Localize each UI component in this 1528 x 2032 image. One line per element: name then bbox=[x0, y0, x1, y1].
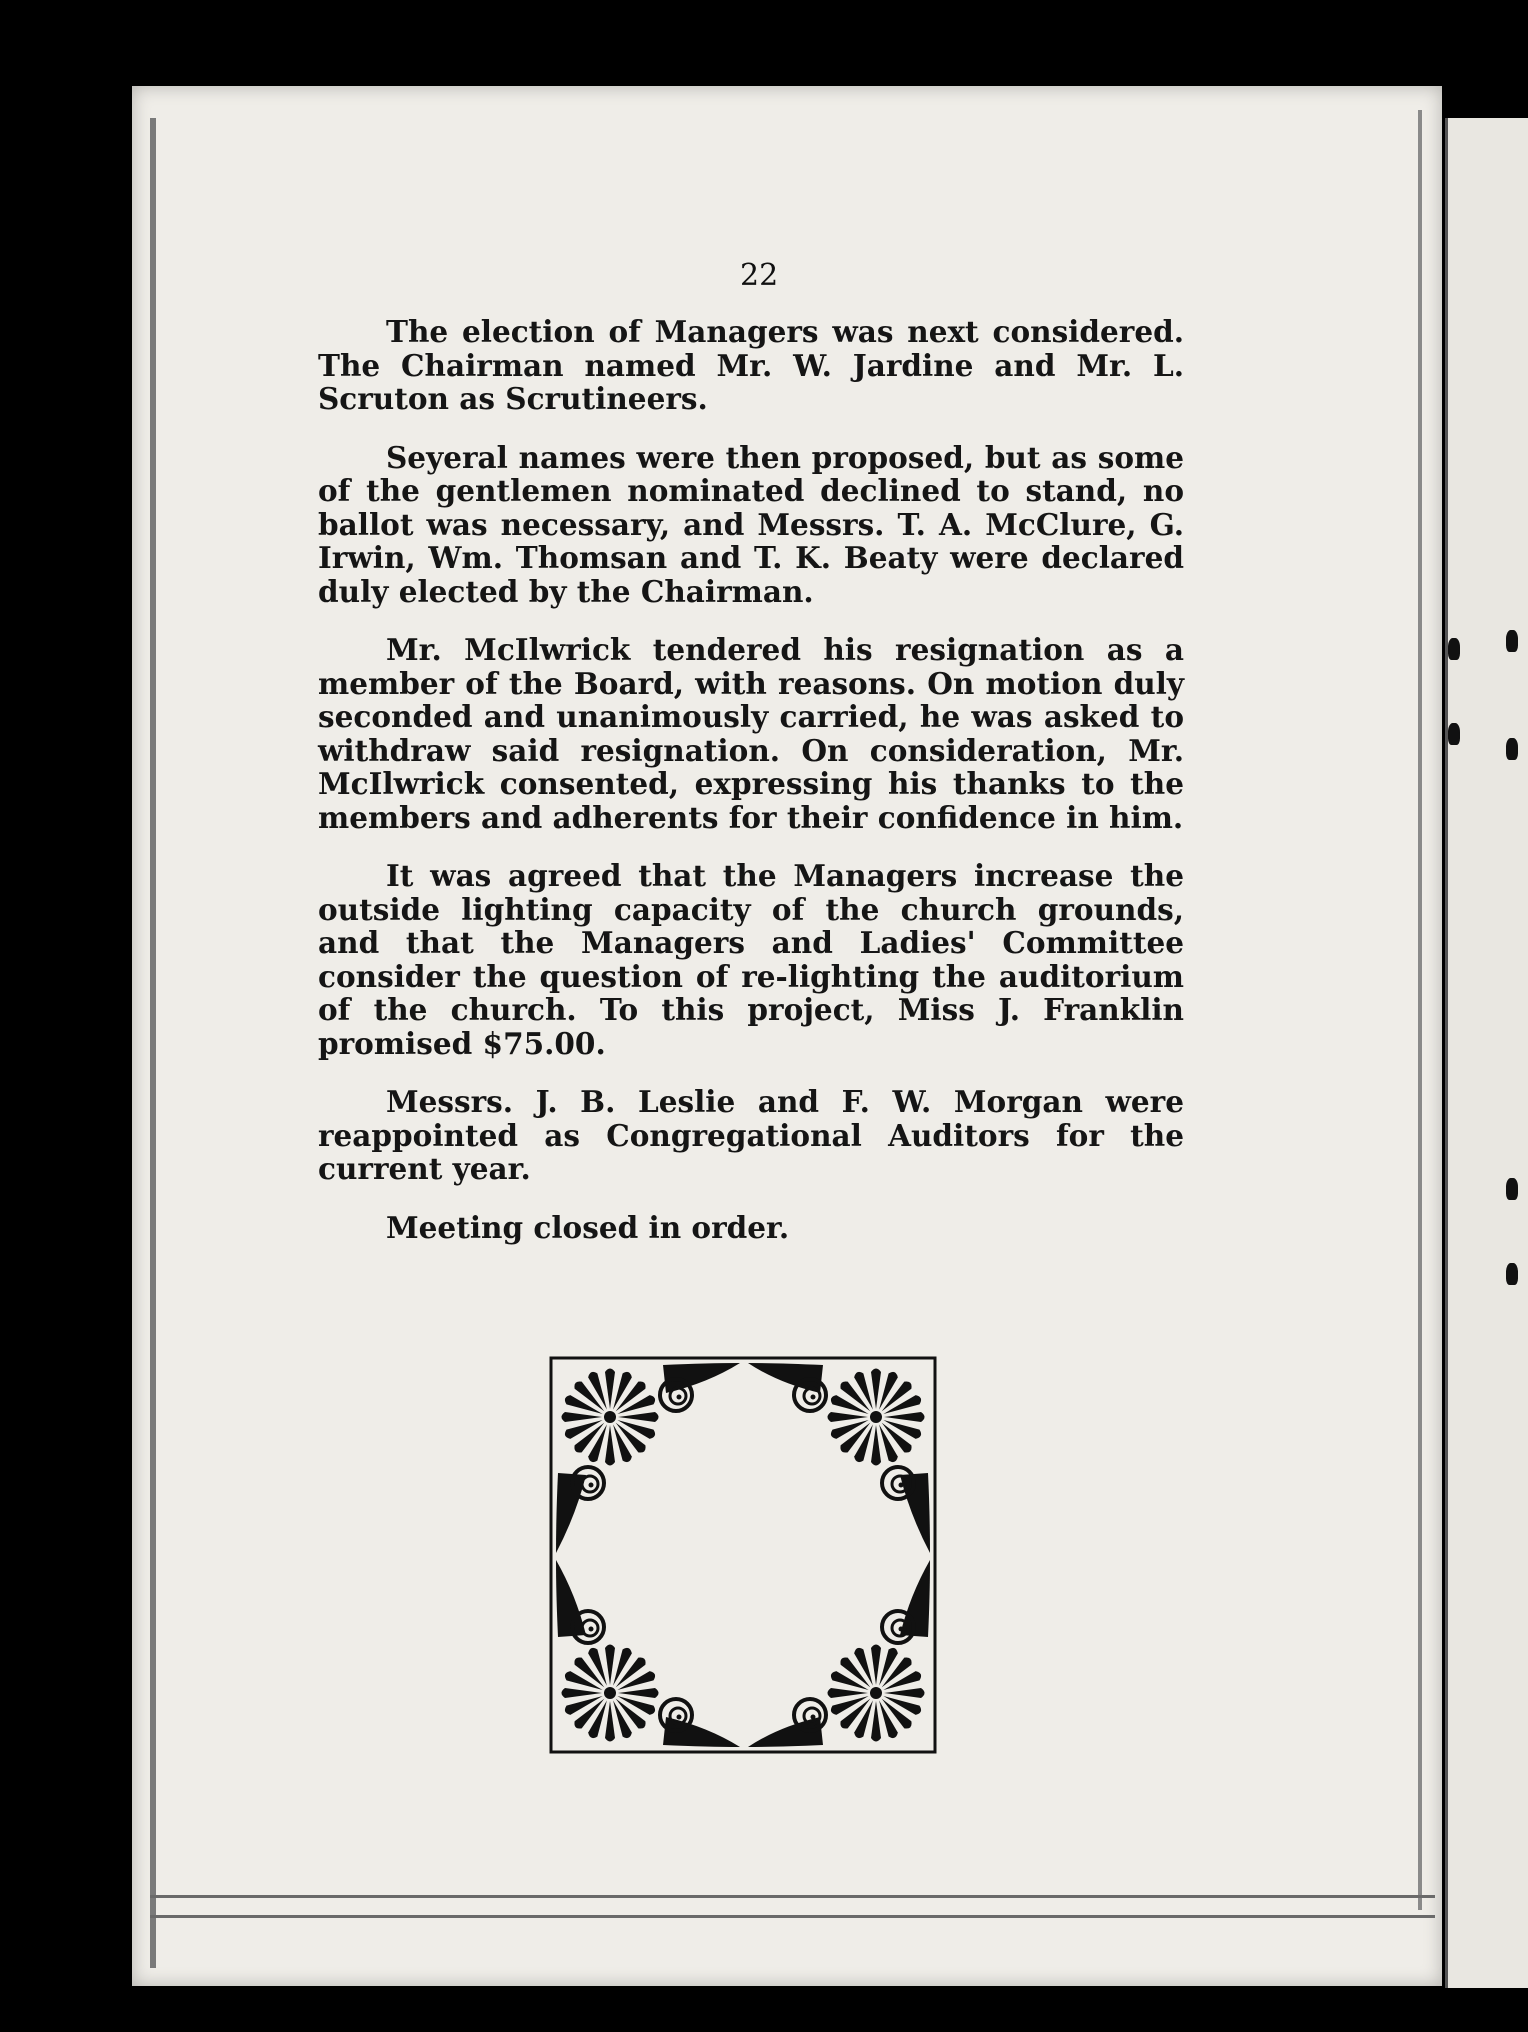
paragraph-lighting: It was agreed that the Managers increase the outside lighting capacity of the church grounds, and that the Managers and Ladies' Committee consider the question of re-lighting the auditorium of the church. To this project, Miss J. Franklin promised $75.00. bbox=[318, 858, 1184, 1061]
page-edge bbox=[1418, 110, 1422, 1910]
paragraph-auditors: Messrs. J. B. Leslie and F. W. Morgan were reappointed as Congregational Auditors for the current year. bbox=[318, 1084, 1184, 1186]
minutes-text bbox=[318, 315, 1184, 1244]
ink-blot bbox=[1448, 723, 1460, 745]
adjacent-page-edge bbox=[1445, 118, 1528, 1988]
paragraph-resignation: Mr. McIlwrick tendered his resignation as a member of the Board, with reasons. On motion duly seconded and unanimously carried, he was asked to withdraw said resignation. On consideration, Mr. McIlwrick consented, expressing his thanks to the members and adherents for their confidence in him. bbox=[318, 632, 1184, 835]
paragraph-closing: Meeting closed in order. bbox=[386, 1209, 790, 1245]
page-edge bbox=[150, 1915, 1435, 1918]
ink-blot bbox=[1506, 1178, 1518, 1200]
ink-blot bbox=[1506, 630, 1518, 652]
page-number: 22 bbox=[740, 258, 779, 293]
paragraph-nominations: Seyeral names were then proposed, but as some of the gentlemen nominated declined to stand, no ballot was necessary, and Messrs. T. A. McClure, G. Irwin, Wm. Thomsan and T. K. Beaty were declared duly elected by the Chairman. bbox=[318, 439, 1184, 609]
ink-blot bbox=[1448, 638, 1460, 660]
floral-corner-ornament-icon bbox=[548, 1355, 938, 1755]
paragraph-election: The election of Managers was next considered. The Chairman named Mr. W. Jardine and Mr. L. Scruton as Scrutineers. bbox=[318, 314, 1184, 416]
page-edge bbox=[150, 1895, 1435, 1898]
ink-blot bbox=[1506, 738, 1518, 760]
page-edge bbox=[150, 118, 156, 1968]
ink-blot bbox=[1506, 1263, 1518, 1285]
